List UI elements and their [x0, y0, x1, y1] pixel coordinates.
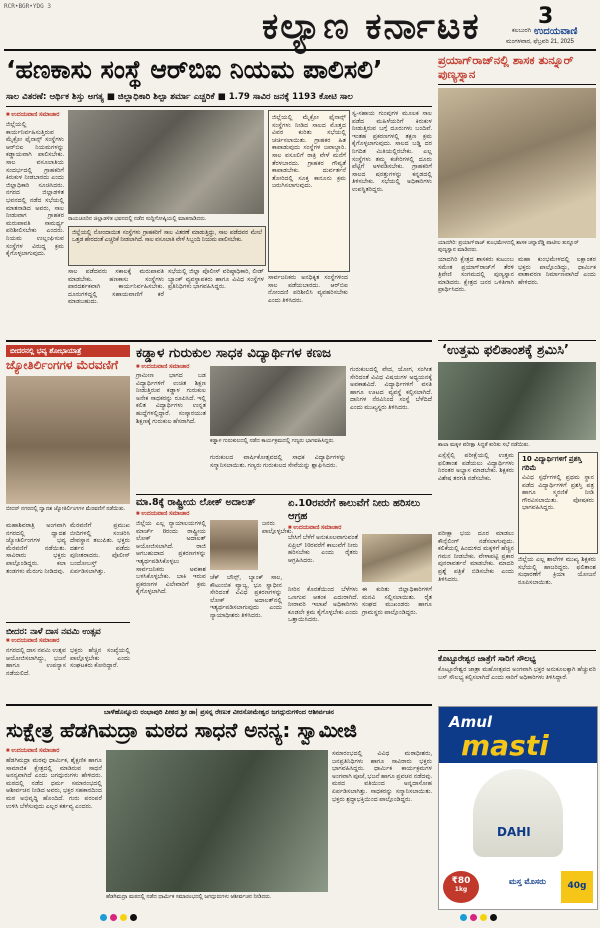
lead-rule [6, 106, 432, 107]
bottom-byline: ■ ಉದಯವಾಣಿ ಸಮಾಚಾರ [6, 748, 60, 754]
bottom-kicker: ಬಾಳೆಹೊನ್ನೂರು ರಂಭಾಪುರಿ ಪೀಠದ ಶ್ರೀ ಡಾ| ಪ್ರಸನ್ನ ರೇಣುಕ ವೀರಸೋಮೇಶ್ವರ ಜಗದ್ಗುರುಗಳಿಂದ ಆಶೀರ್ವಚನ [104, 708, 334, 716]
paper-name: ಉದಯವಾಣಿ [534, 26, 578, 37]
uttama-body-col1: ಎಸ್ಸೆಸ್ಸೆಲ್ಸಿ ಪರೀಕ್ಷೆಯಲ್ಲಿ ಉತ್ತಮ ಫಲಿತಾಂಶ ಪಡೆಯಲು ವಿದ್ಯಾರ್ಥಿಗಳು ನಿರಂತರ ಅಭ್ಯಾಸ ಮಾಡಬೇಕು. ಶಿಕ್ಷಕರು ವಿಶೇಷ ತರಗತಿ ನಡೆಸಬೇಕು. [438, 452, 514, 482]
lead-body-col4: ಸಾರ್ವಜನಿಕರು ಅನಧಿಕೃತ ಸಂಸ್ಥೆಗಳಿಂದ ಸಾಲ ಪಡೆಯಬಾರದು. ಆರ್‌ಬಿಐ ನೋಂದಣಿ ಪರಿಶೀಲಿಸಿ ವ್ಯವಹರಿಸಬೇಕು ಎಂದು ತಿಳಿಸಿದರು. [268, 274, 348, 304]
kaluve-headline: ಏ.10ರವರೆಗೆ ಕಾಲುವೆಗೆ ನೀರು ಹರಿಸಲು ಆಗ್ರಹ [288, 498, 421, 522]
kaluve-body-col2: ನೀರಿನ ಕೊರತೆಯಿಂದ ಬೆಳೆಗಳು ಒಣಗುವ ಆತಂಕ ಎದುರಾಗಿದೆ. ನೀರಾವರಿ ಇಲಾಖೆ ಅಧಿಕಾರಿಗಳು ಕೂಡಲೇ ಕ್ರಮ ಕೈಗೊಳ್ಳಬೇಕು ಎಂದು ಒತ್ತಾಯಿಸಿದರು. [288, 586, 358, 624]
gurukula-body-col3: ಗುರುಕುಲದಲ್ಲಿ ವೇದ, ಯೋಗ, ಸಂಗೀತ ಸೇರಿದಂತೆ ವಿವಿಧ ವಿಷಯಗಳ ಅಧ್ಯಯನಕ್ಕೆ ಅವಕಾಶವಿದೆ. ವಿದ್ಯಾರ್ಥಿಗಳಿಗೆ ವಸತಿ ಹಾಗೂ ಊಟದ ವ್ಯವಸ್ಥೆ ಕಲ್ಪಿಸಲಾಗಿದೆ. ದಾನಿಗಳ ನೆರವಿನಿಂದ ಸಂಸ್ಥೆ ಬೆಳೆದಿದೆ ಎಂದು ಮುಖ್ಯಸ್ಥರು ತಿಳಿಸಿದರು. [350, 366, 432, 411]
uttama-headline: ‘ಉತ್ತಮ ಫಲಿತಾಂಶಕ್ಕೆ ಶ್ರಮಿಸಿ’ [442, 343, 569, 358]
awards-box: 10 ವಿದ್ಯಾರ್ಥಿಗಳಿಗೆ ಪ್ರಶಸ್ತಿ ಗರಿಮೆ ವಿವಿಧ ಸ್ಪರ್ಧೆಗಳಲ್ಲಿ ಪ್ರಥಮ ಸ್ಥಾನ ಪಡೆದ ವಿದ್ಯಾರ್ಥಿಗಳಿಗೆ ಪ್ರಶಸ್ತಿ ಪತ್ರ ಹಾಗೂ ಸ್ಮರಣಿಕೆ ನೀಡಿ ಗೌರವಿಸಲಾಯಿತು. ಪೋಷಕರು ಭಾಗವಹಿಸಿದ್ದರು. [518, 452, 598, 554]
jyothi-caption: ಬೀದರ್ ನಗರದಲ್ಲಿ ದ್ವಾದಶ ಜ್ಯೋತಿರ್ಲಿಂಗಗಳ ಮೆರವಣಿಗೆ ನಡೆಯಿತು. [6, 506, 126, 512]
uttama-rule [438, 340, 596, 341]
bottom-headline: ಸುಕ್ಷೇತ್ರ ಹೆಡಗಿಮದ್ರಾ ಮಠದ ಸಾಧನೆ ಅನನ್ಯ: ಸ್ವಾಮೀಜಿ [6, 718, 357, 742]
city-label: ಕಲಬುರಗಿ [512, 28, 532, 34]
registration-dot-yellow [120, 914, 127, 921]
lead-highlight-box: ಜಿಲ್ಲೆಯಲ್ಲಿ ನೋಂದಾಯಿತ ಸಂಸ್ಥೆಗಳು ಗ್ರಾಹಕರಿಗೆ ಸಾಲ ವಿತರಣೆ ಮಾಡುತ್ತಿದ್ದು, ಸಾಲ ಪಡೆದವರ ಮೇಲೆ ಒತ್ತಡ ಹೇರದಂತೆ ಎಚ್ಚರಿಕೆ ನೀಡಲಾಗಿದೆ. ಸಾಲ ವಸೂಲಾತಿ ವೇಳೆ ಸಿಬ್ಬಂದಿ ನಿಯಮ ಪಾಲಿಸಬೇಕು. [68, 226, 266, 266]
amul-brand: Amul [449, 713, 493, 731]
lead-body-col1: ಜಿಲ್ಲೆಯಲ್ಲಿ ಕಾರ್ಯನಿರ್ವಹಿಸುತ್ತಿರುವ ಮೈಕ್ರೋ ಫೈನಾನ್ಸ್ ಸಂಸ್ಥೆಗಳು ಆರ್‌ಬಿಐ ನಿಯಮಗಳನ್ನು ಕಡ್ಡಾಯವಾಗಿ ಪಾಲಿಸಬೇಕು. ಸಾಲ ವಸೂಲಾತಿಯ ಸಂದರ್ಭದಲ್ಲಿ ಗ್ರಾಹಕರಿಗೆ ಕಿರುಕುಳ ನೀಡಬಾರದು ಎಂದು ಜಿಲ್ಲಾಧಿಕಾರಿ ಸೂಚಿಸಿದರು. ನಗರದ ಜಿಲ್ಲಾಡಳಿತ ಭವನದಲ್ಲಿ ನಡೆದ ಸಭೆಯಲ್ಲಿ ಮಾತನಾಡಿದ ಅವರು, ಸಾಲ ನೀಡುವಾಗ ಗ್ರಾಹಕರ ಮರುಪಾವತಿ ಸಾಮರ್ಥ್ಯ ಪರಿಶೀಲಿಸಬೇಕು ಎಂದರು. ನಿಯಮ ಉಲ್ಲಂಘಿಸುವ ಸಂಸ್ಥೆಗಳ ವಿರುದ್ಧ ಕ್ರಮ ಕೈಗೊಳ್ಳಲಾಗುವುದು. [6, 121, 64, 258]
awards-box-title: 10 ವಿದ್ಯಾರ್ಥಿಗಳಿಗೆ ಪ್ರಶಸ್ತಿ ಗರಿಮೆ [522, 455, 582, 472]
kottur-body: ಕೊಟ್ಟೂರೇಶ್ವರ ಜಾತ್ರಾ ಮಹೋತ್ಸವದ ಅಂಗವಾಗಿ ಭಕ್ತರ ಅನುಕೂಲಕ್ಕಾಗಿ ಹೆಚ್ಚುವರಿ ಬಸ್ ಸೌಲಭ್ಯ ಕಲ್ಪಿಸಲಾಗಿದೆ ಎಂದು ಸಾರಿಗೆ ಅಧಿಕಾರಿಗಳು ತಿಳಿಸಿದ್ದಾರೆ. [438, 666, 596, 681]
uttama-body-col2: ಪರೀಕ್ಷಾ ಭಯ ದೂರ ಮಾಡಲು ಕೌನ್ಸೆಲಿಂಗ್ ನಡೆಸಲಾಗುವುದು. ಕಲಿಕೆಯಲ್ಲಿ ಹಿಂದುಳಿದ ಮಕ್ಕಳಿಗೆ ಹೆಚ್ಚಿನ ಗಮನ ನೀಡಬೇಕು. ವೇಳಾಪಟ್ಟಿ ಪ್ರಕಾರ ಪುನರಾವರ್ತನೆ ಮಾಡಬೇಕು. ಮಾದರಿ ಪ್ರಶ್ನೆ ಪತ್ರಿಕೆ ಬಿಡಿಸಬೇಕು ಎಂದು ತಿಳಿಸಿದರು. [438, 530, 514, 583]
amul-tagline: ಮಸ್ತ ಮೊಸರು [509, 877, 546, 886]
kottur-rule [438, 650, 596, 651]
registration-dot-cyan-2 [460, 914, 467, 921]
lead-byline: ■ ಉದಯವಾಣಿ ಸಮಾಚಾರ [6, 112, 60, 118]
lead-body-col2: ಸಾಲ ಪಡೆದವರು ಸಕಾಲಕ್ಕೆ ಮರುಪಾವತಿ ಮಾಡಬೇಕು. ಹಣಕಾಸು ಸಂಸ್ಥೆಗಳು ಪಾರದರ್ಶಕವಾಗಿ ಕಾರ್ಯನಿರ್ವಹಿಸಬೇಕು. ದೂರುಗಳಿದ್ದಲ್ಲಿ ಸಹಾಯವಾಣಿಗೆ ಕರೆ ಮಾಡಬಹುದು. [68, 268, 164, 306]
bottom-photo [106, 750, 328, 892]
section-rule-3 [6, 622, 130, 623]
section-rule-1 [6, 340, 432, 342]
bottom-body-col2: ಸಮಾರಂಭದಲ್ಲಿ ವಿವಿಧ ಮಠಾಧೀಶರು, ಜನಪ್ರತಿನಿಧಿಗಳು ಹಾಗೂ ಸಾವಿರಾರು ಭಕ್ತರು ಭಾಗವಹಿಸಿದ್ದರು. ಧಾರ್ಮಿಕ ಕಾರ್ಯಕ್ರಮಗಳ ಅಂಗವಾಗಿ ಪೂಜೆ, ಭಜನೆ ಹಾಗೂ ಪ್ರವಚನ ನಡೆದವು. ಮಠದ ವತಿಯಿಂದ ಅನ್ನದಾಸೋಹ ಏರ್ಪಡಿಸಲಾಗಿತ್ತು. ಸಾಧಕರನ್ನು ಸನ್ಮಾನಿಸಲಾಯಿತು. ಭಕ್ತರು ಶ್ರದ್ಧಾಭಕ್ತಿಯಿಂದ ಪಾಲ್ಗೊಂಡಿದ್ದರು. [332, 750, 432, 803]
registration-dot-yellow-2 [480, 914, 487, 921]
amul-product: masti [461, 729, 549, 762]
uttama-caption: ಶಾಲಾ ಮಕ್ಕಳ ಪರೀಕ್ಷಾ ಸಿದ್ಧತೆ ಕುರಿತು ಸಭೆ ನಡೆಯಿತು. [438, 442, 530, 448]
jyothi-photo [6, 376, 130, 504]
prayag-photo [438, 88, 596, 238]
jyothi-headline: ಜ್ಯೋತಿರ್ಲಿಂಗಗಳ ಮೆರವಣಿಗೆ [6, 358, 118, 372]
kaluve-body-col1: ಬೇಸಿಗೆ ಬೆಳೆಗೆ ಅನುಕೂಲವಾಗುವಂತೆ ಏಪ್ರಿಲ್ 10ರವರೆಗೆ ಕಾಲುವೆಗೆ ನೀರು ಹರಿಸಬೇಕು ಎಂದು ರೈತರು ಆಗ್ರಹಿಸಿದರು. [288, 534, 358, 564]
lok-adalat-headline: ಮಾ.8ಕ್ಕೆ ರಾಷ್ಟ್ರೀಯ ಲೋಕ್ ಅದಾಲತ್ [136, 497, 256, 508]
gurukula-caption: ಕಡ್ಡಾಳ ಗುರುಕುಲದಲ್ಲಿ ನಡೆದ ಕಾರ್ಯಕ್ರಮದಲ್ಲಿ ಗಣ್ಯರು ಭಾಗವಹಿಸಿದ್ದರು. [210, 438, 335, 444]
jyothi-kicker-bar [6, 345, 130, 357]
lead-headline: ‘ಹಣಕಾಸು ಸಂಸ್ಥೆ ಆರ್‌ಬಿಐ ನಿಯಮ ಪಾಲಿಸಲಿ’ [6, 55, 383, 84]
uttama-photo [438, 362, 596, 440]
prayag-rule [438, 84, 596, 85]
header-rule [4, 49, 596, 51]
lok-adalat-body-col1: ಜಿಲ್ಲೆಯ ಎಲ್ಲ ನ್ಯಾಯಾಲಯಗಳಲ್ಲಿ ಮಾರ್ಚ್ 8ರಂದು ರಾಷ್ಟ್ರೀಯ ಲೋಕ್ ಅದಾಲತ್ ಆಯೋಜಿಸಲಾಗಿದೆ. ರಾಜಿ ಆಗಬಹುದಾದ ಪ್ರಕರಣಗಳನ್ನು ಇತ್ಯರ್ಥಪಡಿಸಿಕೊಳ್ಳಲು ಸಾರ್ವಜನಿಕರು ಅವಕಾಶ ಬಳಸಿಕೊಳ್ಳಬೇಕು. ಬಾಕಿ ಇರುವ ಪ್ರಕರಣಗಳ ವಿಲೇವಾರಿಗೆ ಕ್ರಮ ಕೈಗೊಳ್ಳಲಾಗಿದೆ. [136, 520, 206, 596]
lead-caption: ರಾಯಚೂರಿನ ಜಿಲ್ಲಾಡಳಿತ ಭವನದಲ್ಲಿ ನಡೆದ ಸುದ್ದಿಗೋಷ್ಠಿಯಲ್ಲಿ ಮಾತನಾಡಿದರು. [68, 216, 207, 222]
lok-adalat-portrait [210, 520, 258, 570]
price-badge [443, 871, 479, 903]
kaluve-body-col3: ಈ ಕುರಿತು ಜಿಲ್ಲಾಧಿಕಾರಿಗಳಿಗೆ ಮನವಿ ಸಲ್ಲಿಸಲಾಯಿತು. ರೈತ ಸಂಘದ ಮುಖಂಡರು ಹಾಗೂ ಗ್ರಾಮಸ್ಥರು ಪಾಲ್ಗೊಂಡಿದ್ದರು. [362, 586, 432, 616]
registration-dot-black [130, 914, 137, 921]
registration-dot-black-2 [490, 914, 497, 921]
prayag-body-col1: ಯಾದಗಿರಿ ಕ್ಷೇತ್ರದ ಶಾಸಕರು ಕುಟುಂಬ ಸಮೇತ ಪ್ರಯಾಗ್‌ರಾಜ್‌ಗೆ ತೆರಳಿ ತ್ರಿವೇಣಿ ಸಂಗಮದಲ್ಲಿ ಪುಣ್ಯಸ್ನಾನ ಮಾಡಿದರು. ಕ್ಷೇತ್ರದ ಜನರ ಒಳಿತಿಗಾಗಿ ಪ್ರಾರ್ಥಿಸಿದರು. [438, 256, 514, 294]
lok-adalat-body-col3: ಚೆಕ್ ಬೌನ್ಸ್, ಬ್ಯಾಂಕ್ ಸಾಲ, ಕೌಟುಂಬಿಕ ವ್ಯಾಜ್ಯ, ಭೂ ಸ್ವಾಧೀನ ಸೇರಿದಂತೆ ವಿವಿಧ ಪ್ರಕರಣಗಳನ್ನು ಲೋಕ್ ಅದಾಲತ್‌ನಲ್ಲಿ ಇತ್ಯರ್ಥಪಡಿಸಲಾಗುವುದು ಎಂದು ನ್ಯಾಯಾಧೀಶರು ತಿಳಿಸಿದರು. [210, 574, 282, 619]
section-rule-4 [6, 704, 432, 706]
prayag-headline: ಪ್ರಯಾಗ್‌ರಾಜ್‌ನಲ್ಲಿ ಶಾಸಕ ತುನ್ನೂರ್ ಪುಣ್ಯಸ್ನಾನ [438, 53, 574, 81]
gurukula-byline: ■ ಉದಯವಾಣಿ ಸಮಾಚಾರ [136, 364, 190, 370]
gurukula-headline: ಕಡ್ಡಾಳ ಗುರುಕುಲ ಸಾಧಕ ವಿದ್ಯಾರ್ಥಿಗಳ ಕಣಜ [136, 345, 332, 361]
jyothi-kicker: ಬೀದರನಲ್ಲಿ ಭವ್ಯ ಶೋಭಾಯಾತ್ರೆ [10, 347, 82, 355]
price-unit: 1kg [454, 886, 468, 893]
lead-sidebar: ಜಿಲ್ಲೆಯಲ್ಲಿ ಮೈಕ್ರೋ ಫೈನಾನ್ಸ್ ಸಂಸ್ಥೆಗಳು ನೀಡಿದ ಸಾಲದ ಮೊತ್ತದ ವಿವರ ಕುರಿತು ಸಭೆಯಲ್ಲಿ ಚರ್ಚಿಸಲಾಯಿತು. ಗ್ರಾಹಕರ ಹಿತ ಕಾಪಾಡುವುದು ಸಂಸ್ಥೆಗಳ ಜವಾಬ್ದಾರಿ. ಸಾಲ ವಸೂಲಿಗೆ ರಾತ್ರಿ ವೇಳೆ ಮನೆಗೆ ತೆರಳಬಾರದು. ಗ್ರಾಹಕರ ಗೌಪ್ಯತೆ ಕಾಪಾಡಬೇಕು. ದುರ್ವರ್ತನೆ ತೋರಿದಲ್ಲಿ ಸೂಕ್ತ ಕಾನೂನು ಕ್ರಮ ಜರುಗಿಸಲಾಗುವುದು. [268, 110, 350, 272]
amul-variant: DAHI [497, 825, 531, 839]
lead-photo [68, 110, 264, 214]
gurukula-body-col1: ಗ್ರಾಮೀಣ ಭಾಗದ ಬಡ ವಿದ್ಯಾರ್ಥಿಗಳಿಗೆ ಉಚಿತ ಶಿಕ್ಷಣ ನೀಡುತ್ತಿರುವ ಕಡ್ಡಾಳ ಗುರುಕುಲ ಅನೇಕ ಸಾಧಕರನ್ನು ರೂಪಿಸಿದೆ. ಇಲ್ಲಿ ಕಲಿತ ವಿದ್ಯಾರ್ಥಿಗಳು ಉನ್ನತ ಹುದ್ದೆಗಳಲ್ಲಿದ್ದಾರೆ. ಸಂಸ್ಕಾರಯುತ ಶಿಕ್ಷಣಕ್ಕೆ ಗುರುಕುಲ ಹೆಸರಾಗಿದೆ. [136, 372, 206, 425]
jyothi-body-col1: ಮಹಾಶಿವರಾತ್ರಿ ಅಂಗವಾಗಿ ನಗರದಲ್ಲಿ ದ್ವಾದಶ ಜ್ಯೋತಿರ್ಲಿಂಗಗಳ ಭವ್ಯ ಮೆರವಣಿಗೆ ನಡೆಯಿತು. ಸಾವಿರಾರು ಭಕ್ತರು ಪಾಲ್ಗೊಂಡಿದ್ದರು. ಕಲಾ ತಂಡಗಳು ಮೆರುಗು ನೀಡಿದವು. [6, 522, 66, 575]
bidar-dasa-body-col2: ಭಕ್ತರು ಹೆಚ್ಚಿನ ಸಂಖ್ಯೆಯಲ್ಲಿ ಪಾಲ್ಗೊಳ್ಳಬೇಕು ಎಂದು ಸಂಘಟಕರು ಕೋರಿದ್ದಾರೆ. [70, 647, 130, 670]
bidar-dasa-headline: ಬೀದರ: ನಾಳೆ ದಾಸ ನವಮಿ ಉತ್ಸವ [6, 626, 101, 636]
kaluve-portrait [362, 534, 432, 582]
kottur-headline: ಕೊಟ್ಟೂರೇಶ್ವರ ಜಾತ್ರೆಗೆ ಸಾರಿಗೆ ಸೌಲಭ್ಯ [438, 654, 536, 663]
page-number: 3 [538, 4, 554, 29]
registration-dot-magenta-2 [470, 914, 477, 921]
uttama-body-col3: ಜಿಲ್ಲೆಯ ಎಲ್ಲ ಶಾಲೆಗಳ ಮುಖ್ಯ ಶಿಕ್ಷಕರು ಸಭೆಯಲ್ಲಿ ಹಾಜರಿದ್ದರು. ಫಲಿತಾಂಶ ಸುಧಾರಣೆಗೆ ಕ್ರಿಯಾ ಯೋಜನೆ ರೂಪಿಸಲಾಯಿತು. [518, 556, 596, 586]
registration-code: RCR•BGR•YDG 3 [4, 3, 51, 10]
lead-body-col3: ಸಭೆಯಲ್ಲಿ ಜಿಲ್ಲಾ ಪೊಲೀಸ್ ವರಿಷ್ಠಾಧಿಕಾರಿ, ಲೀಡ್ ಬ್ಯಾಂಕ್ ವ್ಯವಸ್ಥಾಪಕರು ಹಾಗೂ ವಿವಿಧ ಸಂಸ್ಥೆಗಳ ಪ್ರತಿನಿಧಿಗಳು ಭಾಗವಹಿಸಿದ್ದರು. [168, 268, 264, 291]
prayag-caption: ಯಾದಗಿರಿ: ಪ್ರಯಾಗ್‌ರಾಜ್ ಕುಂಭಮೇಳದಲ್ಲಿ ಶಾಸಕ ಚನ್ನಾರೆಡ್ಡಿ ಪಾಟೀಲ ತುನ್ನೂರ್ ಪುಣ್ಯಸ್ನಾನ ಮಾಡಿದರು. [438, 240, 579, 253]
section-title: ಕಲ್ಯಾಣ ಕರ್ನಾಟಕ [262, 6, 481, 47]
section-rule-2 [136, 494, 432, 495]
small-pack-badge [561, 871, 593, 903]
lok-adalat-body-col2: ಜನರು ಪಾಲ್ಗೊಳ್ಳಬೇಕು. [262, 520, 294, 535]
lead-subheadline: ಸಾಲ ವಿತರಣೆ: ಆರ್ಥಿಕ ಶಿಸ್ತು ಅಗತ್ಯ ■ ಜಿಲ್ಲಾಧಿಕಾರಿ ಶಿಲ್ಪಾ ಶರ್ಮಾ ಎಚ್ಚರಿಕೆ ■ 1.79 ಸಾವಿರ ಜನಕ್ಕೆ 1193 ಕೋಟಿ ಸಾಲ [6, 92, 353, 102]
amul-ad[interactable] [438, 706, 598, 910]
bidar-dasa-body-col1: ನಗರದಲ್ಲಿ ದಾಸ ನವಮಿ ಉತ್ಸವ ಆಯೋಜಿಸಲಾಗಿದ್ದು, ಭಜನೆ ಹಾಗೂ ಉಪನ್ಯಾಸ ನಡೆಯಲಿದೆ. [6, 647, 66, 677]
small-pack-value: 40g [567, 881, 587, 891]
gurukula-body-col2: ಗುರುಕುಲದ ವಾರ್ಷಿಕೋತ್ಸವದಲ್ಲಿ ಸಾಧಕ ವಿದ್ಯಾರ್ಥಿಗಳನ್ನು ಸನ್ಮಾನಿಸಲಾಯಿತು. ಗಣ್ಯರು ಗುರುಕುಲದ ಸೇವೆಯನ್ನು ಶ್ಲಾಘಿಸಿದರು. [210, 454, 346, 469]
bottom-caption: ಹೆಡಗಿಮದ್ರಾ ಮಠದಲ್ಲಿ ನಡೆದ ಧಾರ್ಮಿಕ ಸಮಾರಂಭದಲ್ಲಿ ಜಗದ್ಗುರುಗಳು ಆಶೀರ್ವಚನ ನೀಡಿದರು. [106, 894, 272, 900]
prayag-body-col2: ಮಹಾ ಕುಂಭಮೇಳದಲ್ಲಿ ಲಕ್ಷಾಂತರ ಭಕ್ತರು ಪಾಲ್ಗೊಂಡಿದ್ದು, ಧಾರ್ಮಿಕ ವಾತಾವರಣ ನಿರ್ಮಾಣವಾಗಿದೆ ಎಂದು ಹೇಳಿದರು. [518, 256, 596, 286]
registration-dot-cyan [100, 914, 107, 921]
bottom-body-col1: ಹೆಡಗಿಮದ್ರಾ ಮಠವು ಧಾರ್ಮಿಕ, ಶೈಕ್ಷಣಿಕ ಹಾಗೂ ಸಾಮಾಜಿಕ ಕ್ಷೇತ್ರದಲ್ಲಿ ಮಾಡಿರುವ ಸಾಧನೆ ಅನನ್ಯವಾಗಿದೆ ಎಂದು ಜಗದ್ಗುರುಗಳು ಹೇಳಿದರು. ಮಠದಲ್ಲಿ ನಡೆದ ಧರ್ಮ ಸಮಾರಂಭದಲ್ಲಿ ಆಶೀರ್ವಚನ ನೀಡಿದ ಅವರು, ಭಕ್ತರ ಸಹಕಾರದಿಂದ ಮಠ ಅಭಿವೃದ್ಧಿ ಹೊಂದಿದೆ. ಗುರು ಪರಂಪರೆ ಉಳಿಸಿ ಬೆಳೆಸುವುದು ಎಲ್ಲರ ಕರ್ತವ್ಯ ಎಂದರು. [6, 757, 102, 810]
registration-dot-magenta [110, 914, 117, 921]
issue-date: ಮಂಗಳವಾರ, ಫೆಬ್ರವರಿ 21, 2025 [506, 39, 574, 45]
dahi-cup [473, 769, 563, 857]
bidar-dasa-byline: ■ ಉದಯವಾಣಿ ಸಮಾಚಾರ [6, 638, 60, 644]
gurukula-photo [210, 366, 346, 436]
lead-body-col5: ಸ್ವ-ಸಹಾಯ ಗುಂಪುಗಳ ಮೂಲಕ ಸಾಲ ಪಡೆದ ಮಹಿಳೆಯರಿಗೆ ಕಿರುಕುಳ ನೀಡುತ್ತಿರುವ ಬಗ್ಗೆ ದೂರುಗಳು ಬಂದಿವೆ. ಇಂತಹ ಪ್ರಕರಣಗಳಲ್ಲಿ ತಕ್ಷಣ ಕ್ರಮ ಕೈಗೊಳ್ಳಲಾಗುವುದು. ಸಾಲದ ಬಡ್ಡಿ ದರ ನಿಗದಿತ ಮಿತಿಯಲ್ಲಿರಬೇಕು. ಎಲ್ಲ ಸಂಸ್ಥೆಗಳು ತಮ್ಮ ಕಚೇರಿಗಳಲ್ಲಿ ದೂರು ಪೆಟ್ಟಿಗೆ ಅಳವಡಿಸಬೇಕು. ಗ್ರಾಹಕರಿಗೆ ಸಾಲದ ಷರತ್ತುಗಳನ್ನು ಕನ್ನಡದಲ್ಲಿ ತಿಳಿಸಬೇಕು. ಸಭೆಯಲ್ಲಿ ಅಧಿಕಾರಿಗಳು ಉಪಸ್ಥಿತರಿದ್ದರು. [352, 110, 432, 193]
price-value: ₹80 [451, 876, 471, 886]
lok-adalat-byline: ■ ಉದಯವಾಣಿ ಸಮಾಚಾರ [136, 511, 190, 517]
jyothi-body-col2: ಮೆರವಣಿಗೆ ಪ್ರಮುಖ ಬೀದಿಗಳಲ್ಲಿ ಸಂಚರಿಸಿ ದೇವಸ್ಥಾನ ತಲುಪಿತು. ಭಕ್ತರು ದರ್ಶನ ಪಡೆದು ಪುನೀತರಾದರು. ಪೊಲೀಸ್ ಬಂದೋಬಸ್ತ್ ಏರ್ಪಡಿಸಲಾಗಿತ್ತು. [70, 522, 130, 575]
kaluve-byline: ■ ಉದಯವಾಣಿ ಸಮಾಚಾರ [288, 525, 342, 531]
